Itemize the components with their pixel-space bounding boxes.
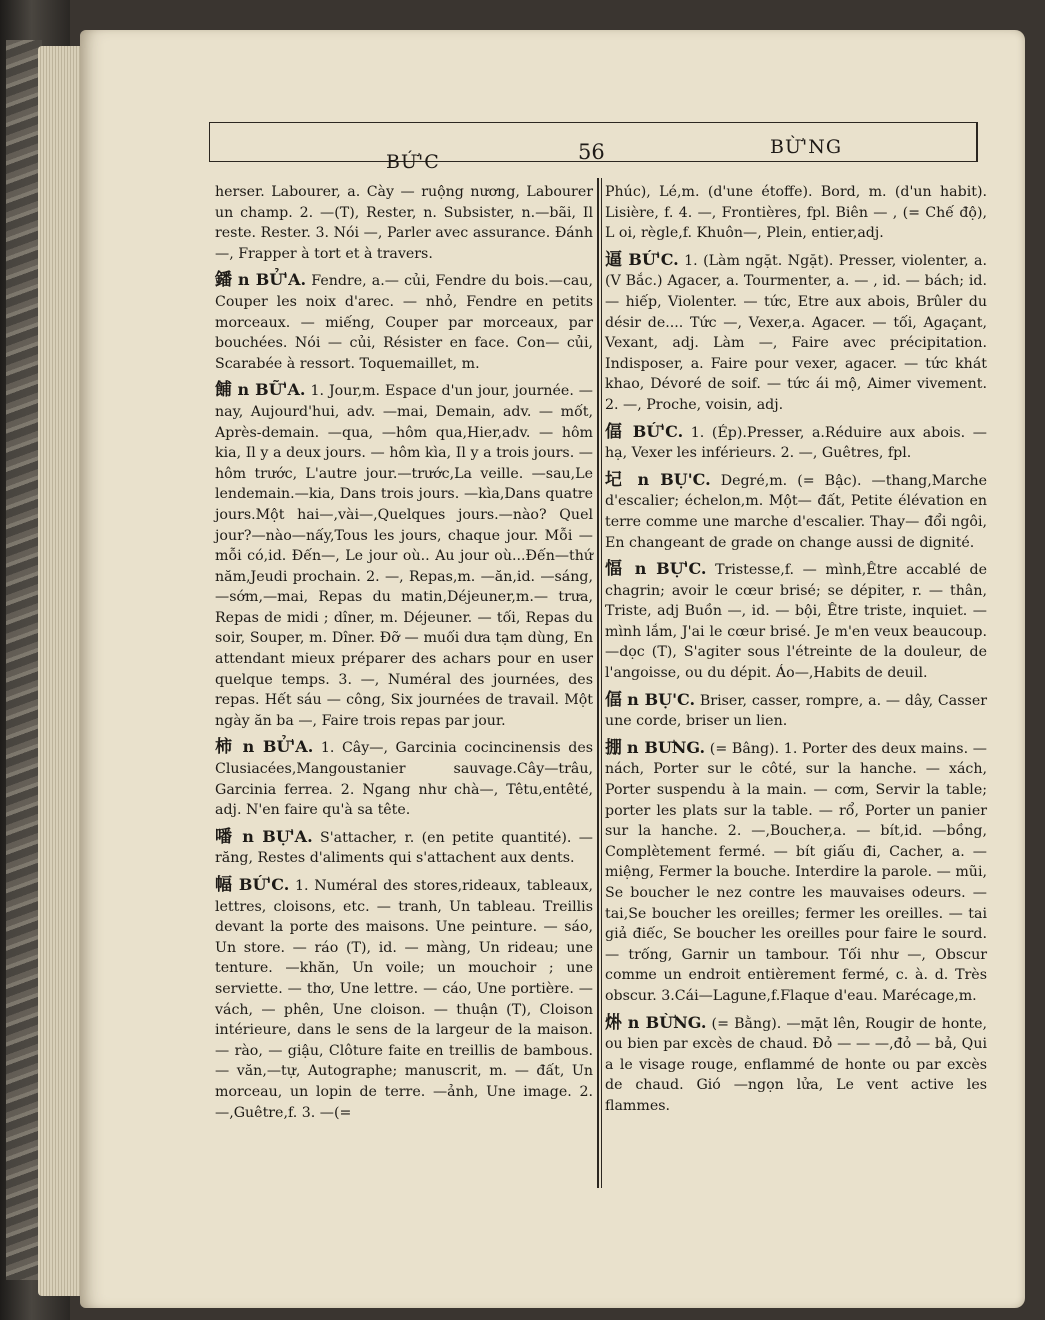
chinese-character: 偪 bbox=[605, 421, 626, 442]
entry-text: 1. Cây—, Garcinia cocincinensis des Clusiacées,Mangoustanier sauvage.Cây—trâu, Garcinia ferrea. 2. Ngang như chà—, Têtu,entêté, adj. N'en faire qu'à sa tête. bbox=[215, 740, 593, 819]
dictionary-entry bbox=[605, 182, 987, 244]
chinese-character: 噃 bbox=[215, 826, 235, 847]
dictionary-entry bbox=[215, 182, 593, 264]
entry-headword: n BỮ'A. bbox=[237, 380, 306, 400]
dictionary-entry bbox=[605, 470, 987, 553]
entry-text: Fendre, a.— củi, Fendre du bois.—cau, Couper les noix d'arec. — nhỏ, Fendre en petits morceaux. — miếng, Couper par morceaux, par bouchées. Nói — củi, Résister en face. Con— củi, Scarabée à ressort. Toquemaillet, m. bbox=[215, 273, 594, 372]
header-right-word: BỪ'NG bbox=[770, 136, 843, 158]
marbled-cover-edge bbox=[6, 40, 42, 1280]
chinese-character: 幅 bbox=[215, 875, 234, 895]
page-number: 56 bbox=[578, 140, 605, 164]
chinese-character: 愊 bbox=[605, 559, 627, 580]
entry-text: 1. Numéral des stores,rideaux, tableaux, lettres, cloisons, etc. — tranh, Un tableau. Treillis devant la porte des maisons. Une peinture. — sáo, Un store. — ráo (T), id. — màng, Un rideau; une tenture. —khăn, Un voile; un mouchoir ; une serviette. — thơ, Une lettre. — cáo, Une portière. — vách, — phên, Une cloison. — thuận (T), Cloison intérieure, dans le sens de la largeur de la maison. — rào, — giậu, Clôture faite en treillis de bambous. — văn,—tự, Autographe; manuscrit, m. — đất, Un morceau, un lopin de terre. —ảnh, Une image. 2. —,Guêtre,f. 3. —(= bbox=[215, 878, 594, 1121]
entry-text: (= Bâng). 1. Porter des deux mains. — nách, Porter sur le côté, sur la hanche. — xách, Porter suspendu à la main. — cơm, Servir la table; porter les plats sur la table. — rổ, Porter un panier sur la hanche. 2. —,Boucher,a. — bít,id. —bồng, Complètement fermé. — bít giấu đi, Cacher, a. — miệng, Fermer la bouche. Interdire la parole. — mũi, Se boucher le nez contre les mauvaises odeurs. — tai,Se boucher les oreilles; fermer les oreilles. — tai giả điếc, Se boucher les oreilles pour faire le sourd. — trống, Garnir un tambour. Tối như —, Obscur comme un endroit entièrement fermé, c. à. d. Très obscur. 3.Cái—Lagune,f.Flaque d'eau. Marécage,m. bbox=[605, 740, 987, 1004]
entry-headword: n BỤ'C. bbox=[637, 469, 711, 489]
entry-text: Degré,m. (= Bậc). —thang,Marche d'escalier; échelon,m. Một— đất, Petite élévation en terre comme une marche d'escalier. Thay— đổi ngôi, En changeant de grade on change aussi de dignité. bbox=[605, 472, 988, 551]
chinese-character: 鐇 bbox=[215, 270, 233, 291]
entry-text: 1. (Làm ngặt. Ngặt). Presser, violenter, a. (V Bắc.) Agacer, a. Tourmenter, a. — , id. — bách; id. — hiếp, Violenter. — tức, Etre aux abois, Brûler du désir de.... Tức —, Vexer,a. Agacer. — tối, Agaçant, Vexant, adj. Làm —, Faire avec précipitation. Indisposer, a. Faire pour vexer, agacer. — tức khát khao, Dévoré de soif. — tức ái mộ, Aimer vivement. 2. —, Proche, voisin, adj. bbox=[605, 252, 987, 413]
entry-text: 1. (Ép).Presser, a.Réduire aux abois. — hạ, Vexer les inférieurs. 2. —, Guêtres, fpl. bbox=[605, 424, 987, 462]
left-column bbox=[215, 182, 593, 1129]
chinese-character: 餔 bbox=[215, 380, 233, 401]
entry-headword: n BỬ'A. bbox=[242, 737, 314, 757]
entry-text: Tristesse,f. — mình,Être accablé de chagrin; avoir le cœur brisé; se dépiter, r. — thân, Triste, adj Buồn —, id. — bội, Être triste, inquiet. — mình lắm, J'ai le cœur brisé. Je m'en veux beaucoup.—dọc (T), S'agiter sous l'étreinte de la douleur, de l'angoisse, ou du dépit. Áo—,Habits de deuil. bbox=[605, 562, 988, 682]
dictionary-entry bbox=[215, 737, 593, 820]
chinese-character: 圮 bbox=[605, 469, 628, 490]
entry-text: 1. Jour,m. Espace d'un jour, journée. — nay, Aujourd'hui, adv. —mai, Demain, adv. — mốt, Après-demain. —qua, —hôm qua,Hier,adv. — hôm kia, Il y a deux jours. — hôm kìa, Il y a trois jours. — hôm trước, L'autre jour.—trước,La veille. —sau,Le lendemain.—kia, Dans trois jours. —kìa,Dans quatre jours.Một hai—,vài—,Quelques jours.—nào? Quel jour?—nào—nấy,Tous les jours, chaque jour. Mỗi —mỗi có,id. Đến—, Le jour où.. Au jour où...Đến—thứ năm,Jeudi prochain. 2. —, Repas,m. —ăn,id. —sáng, —sớm,—mai, Repas du matin,Déjeuner,m.— trưa, Repas de midi ; dîner, m. Déjeuner. — tối, Repas du soir, Souper, m. Dîner. Đỡ — muối dưa tạm dùng, En attendant mieux préparer des achars pour en user quelque temps. 3. —, Numéral des journées, des repas. Hết sáu — công, Six journées de travail. Một ngày ăn ba —, Faire trois repas par jour. bbox=[215, 383, 593, 729]
dictionary-entry bbox=[605, 559, 987, 684]
entry-headword: BỨ'C. bbox=[238, 875, 290, 894]
chinese-character: 柿 bbox=[215, 737, 236, 758]
dictionary-entry bbox=[215, 380, 593, 731]
chinese-character: 逼 bbox=[605, 249, 623, 270]
entry-text: herser. Labourer, a. Cày — ruộng nương, Labourer un champ. 2. —(T), Rester, n. Subsister, n.—bãi, Il reste. Rester. 3. Nói —, Parler avec assurance. Đánh —, Frapper à tort et à travers. bbox=[215, 184, 593, 262]
entry-text: Phúc), Lé,m. (d'une étoffe). Bord, m. (d'un habit). Lisière, f. 4. —, Frontières, fpl. Biên — , (= Chế độ), L oi, règle,f. Khuôn—, Plein, entier,adj. bbox=[605, 184, 987, 242]
dictionary-entry bbox=[215, 875, 593, 1123]
entry-text: Briser, casser, rompre, a. — dây, Casser une corde, briser un lien. bbox=[605, 692, 987, 730]
entry-headword: BỨ'C. bbox=[628, 249, 679, 269]
entry-headword: n BỤ'C. bbox=[627, 689, 696, 709]
right-column bbox=[605, 182, 987, 1123]
entry-text: S'attacher, r. (en petite quantité). — răng, Restes d'aliments qui s'attachent aux dents. bbox=[215, 829, 593, 867]
entry-headword: n BỬ'A. bbox=[237, 270, 307, 290]
column-divider bbox=[597, 178, 599, 1188]
dictionary-entry bbox=[605, 690, 987, 732]
dictionary-entry bbox=[215, 270, 593, 374]
entry-headword: n BỪNG. bbox=[627, 1012, 707, 1032]
entry-text: (= Bằng). —mặt lên, Rougir de honte, ou bien par excès de chaud. Đỏ — — —,đỏ — bả, Qui a le visage rouge, enflammé de honte ou par excès de chaud. Gió —ngọn lửa, Le vent active les flammes. bbox=[605, 1015, 988, 1114]
dictionary-entry bbox=[605, 738, 987, 1007]
entry-headword: n BỰ'C. bbox=[634, 559, 707, 579]
column-divider-inner bbox=[601, 178, 602, 1188]
entry-headword: n BƯNG. bbox=[626, 737, 706, 757]
header-left-word: BỨ'C bbox=[386, 151, 440, 173]
dictionary-entry bbox=[215, 827, 593, 869]
chinese-character: 偪 bbox=[605, 689, 623, 710]
dictionary-entry bbox=[605, 1013, 987, 1117]
dictionary-entry bbox=[605, 422, 987, 464]
entry-headword: BỨ'C. bbox=[632, 421, 684, 441]
chinese-character: 掤 bbox=[605, 737, 623, 758]
dictionary-entry bbox=[605, 250, 987, 416]
entry-headword: n BỰ'A. bbox=[242, 826, 313, 846]
chinese-character: 烞 bbox=[605, 1012, 623, 1033]
